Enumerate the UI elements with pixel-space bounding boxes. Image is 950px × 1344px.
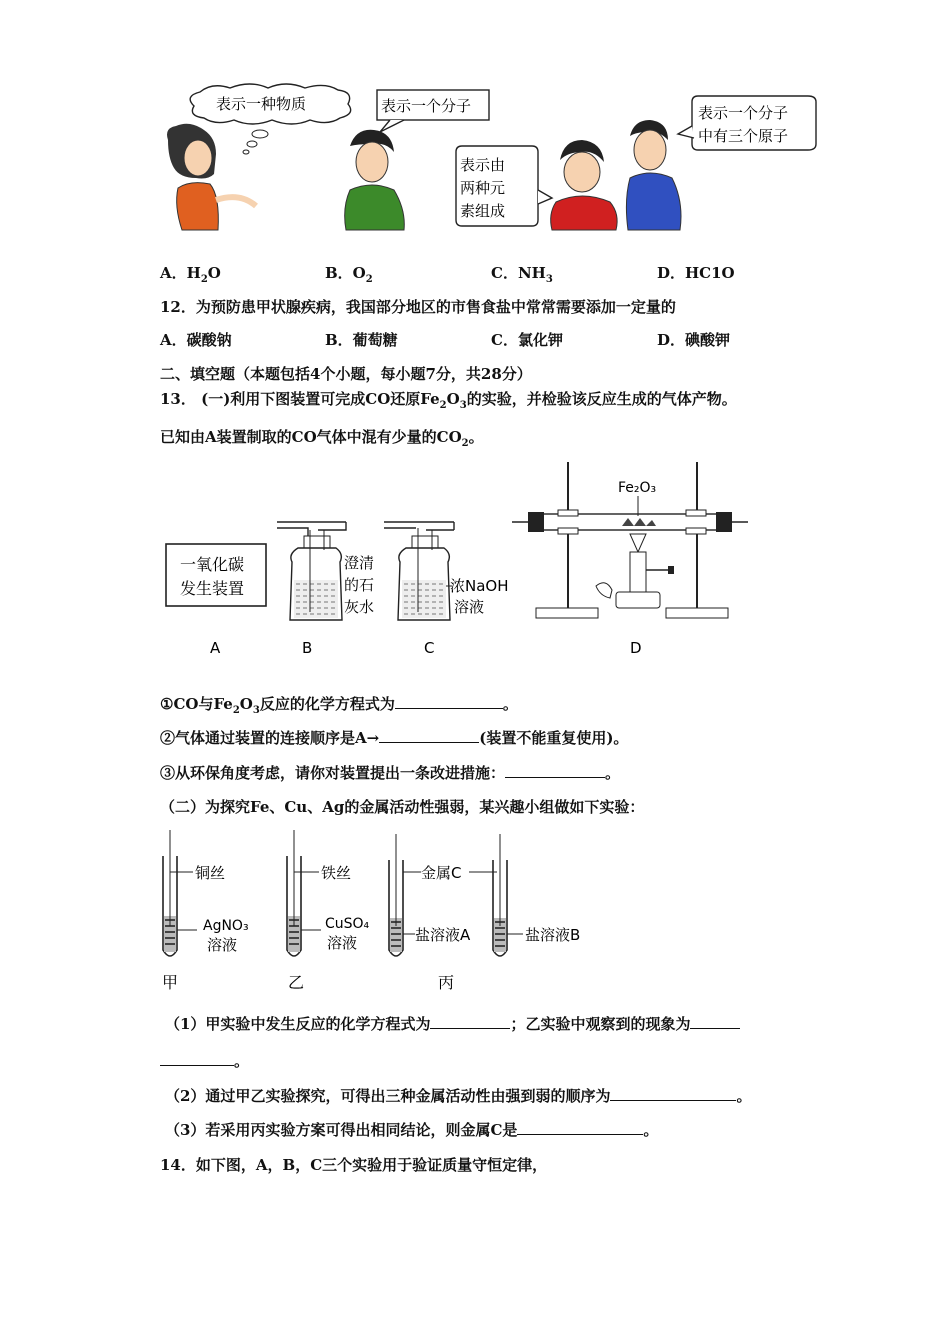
q13-sub1-blank[interactable] [395, 694, 503, 709]
girl-figure [167, 124, 256, 230]
apparatus-b-bottle [277, 522, 374, 620]
q12-option-d: D．碘酸钾 [657, 331, 731, 349]
bing-label-1: 金属C [421, 864, 462, 882]
speech-bubble-3 [456, 146, 552, 226]
q13-stem: 13． (一)利用下图装置可完成CO还原$Fe_2O_3$的实验，并检验该反应生成的气体产物。 [160, 390, 737, 411]
q12-option-c: C．氯化钾 [491, 331, 563, 349]
tube-jia [163, 830, 249, 956]
yi-label-1: 铁丝 [321, 864, 352, 882]
speech-bubble-2 [377, 90, 489, 132]
q13-p1-blank-equation[interactable] [430, 1014, 510, 1029]
b-label-2: 的石 [344, 576, 375, 594]
apparatus-d [512, 462, 748, 618]
q13-sub3-blank[interactable] [505, 763, 605, 778]
bubble3-line1: 表示由 [460, 156, 506, 174]
q12-option-a: A．碳酸钠 [160, 331, 232, 349]
apparatus-figure [160, 458, 760, 663]
bing-label-3: 盐溶液B [525, 926, 581, 944]
q13-p1-blank-phenomenon-a[interactable] [690, 1014, 740, 1029]
man-blue-figure [626, 120, 681, 230]
section-heading: 二、填空题（本题包括4个小题，每小题7分，共28分） [160, 365, 532, 383]
q11-option-a: A．$H_2O$ [160, 264, 221, 285]
q12-option-b: B．葡萄糖 [325, 331, 398, 349]
cartoon-figure [160, 80, 820, 240]
bubble4-line2: 中有三个原子 [698, 127, 789, 145]
d-fe2o3-label: Fe₂O₃ [618, 480, 657, 496]
speech-bubble-4 [678, 96, 816, 150]
tube-name-yi: 乙 [288, 973, 305, 992]
q13-p2: （2）通过甲乙实验探究，可得出三种金属活动性由强到弱的顺序为 。 [165, 1087, 752, 1105]
q13-sub1: ①CO与$Fe_2O_3$反应的化学方程式为 。 [160, 695, 518, 716]
q13-p3: （3）若采用丙实验方案可得出相同结论，则金属C是 。 [165, 1121, 659, 1139]
bubble3-line3: 素组成 [460, 202, 506, 220]
bubble1-text: 表示一种物质 [216, 95, 307, 113]
bubble4-line1: 表示一个分子 [698, 104, 789, 122]
yi-label-3: 溶液 [327, 934, 358, 952]
q11-option-c: C．$NH_3$ [491, 264, 553, 285]
label-d: D [630, 639, 642, 657]
q13-known: 已知由A装置制取的CO气体中混有少量的$CO_2$。 [160, 428, 484, 449]
box-a-line2: 发生装置 [180, 579, 245, 598]
label-b: B [302, 639, 313, 657]
bubble2-text: 表示一个分子 [381, 97, 472, 115]
label-c: C [424, 639, 435, 657]
q11-option-b: B．$O_2$ [325, 264, 373, 285]
q13-sub2-blank[interactable] [379, 728, 479, 743]
q13-p3-blank[interactable] [517, 1120, 643, 1135]
tube-yi [287, 830, 370, 956]
boy-red-figure [551, 140, 617, 230]
q13-p1-line2: 。 [160, 1050, 249, 1071]
q13-sub2: ②气体通过装置的连接顺序是A→ (装置不能重复使用)。 [160, 729, 629, 747]
q12-stem: 12．为预防患甲状腺疾病，我国部分地区的市售食盐中常常需要添加一定量的 [160, 298, 676, 316]
boy-green-figure [345, 130, 405, 230]
b-label-1: 澄清 [344, 554, 375, 572]
c-label-2: 溶液 [454, 598, 485, 616]
bubble3-line2: 两种元 [460, 179, 506, 197]
yi-label-2: CuSO₄ [325, 916, 370, 932]
tube-bing-2 [493, 834, 523, 956]
box-a-line1: 一氧化碳 [180, 555, 245, 574]
test-tubes-figure [155, 826, 625, 996]
c-label-1: 浓NaOH [450, 577, 509, 595]
q11-option-d: D．HC1O [657, 264, 735, 282]
q14-stem: 14．如下图，A，B，C三个实验用于验证质量守恒定律， [160, 1156, 548, 1174]
label-a: A [210, 639, 221, 657]
bing-label-2: 盐溶液A [415, 926, 471, 944]
jia-label-1: 铜丝 [195, 864, 226, 882]
jia-label-3: 溶液 [207, 936, 238, 954]
q13-p1-line1: （1）甲实验中发生反应的化学方程式为 ；乙实验中观察到的现象为 [165, 1013, 740, 1034]
jia-label-2: AgNO₃ [203, 918, 249, 934]
tube-name-bing: 丙 [438, 973, 455, 992]
q13-p1-blank-phenomenon-b[interactable] [160, 1051, 234, 1066]
b-label-3: 灰水 [344, 598, 375, 616]
q13-part2: （二）为探究Fe、Cu、Ag的金属活动性强弱，某兴趣小组做如下实验： [160, 798, 645, 816]
apparatus-c-bottle [384, 522, 509, 620]
q13-p2-blank[interactable] [610, 1086, 736, 1101]
tube-name-jia: 甲 [162, 973, 179, 992]
apparatus-a [166, 544, 266, 606]
q13-sub3: ③从环保角度考虑，请你对装置提出一条改进措施： 。 [160, 764, 621, 782]
